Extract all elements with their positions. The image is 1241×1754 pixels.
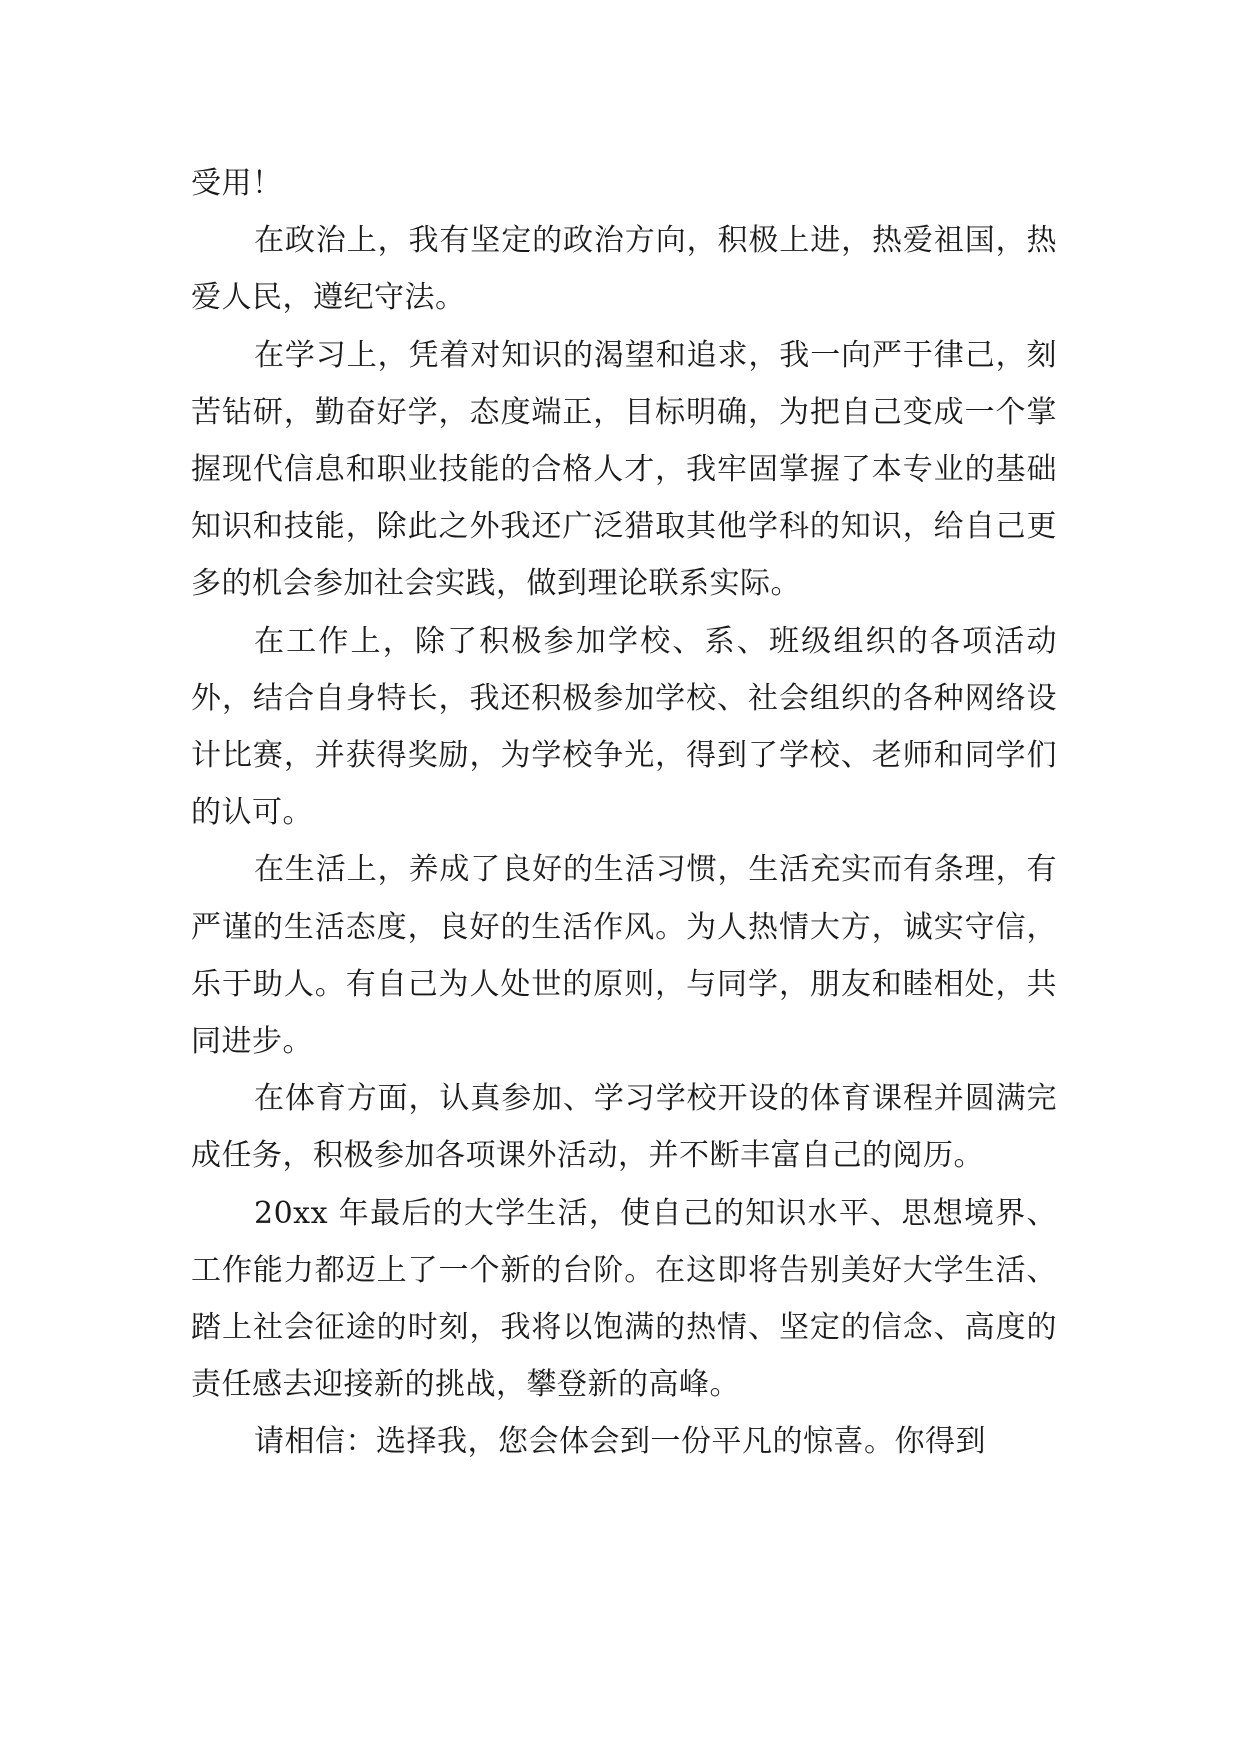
paragraph-life: 在生活上，养成了良好的生活习惯，生活充实而有条理，有严谨的生活态度，良好的生活作风。为人热情大方，诚实守信，乐于助人。有自己为人处世的原则，与同学，朋友和睦相处，共同进步。 xyxy=(191,852,1057,1060)
paragraph-work: 在工作上，除了积极参加学校、系、班级组织的各项活动外，结合自身特长，我还积极参加学校、社会组织的各种网络设计比赛，并获得奖励，为学校争光，得到了学校、老师和同学们的认可。 xyxy=(191,623,1057,831)
paragraph-politics: 在政治上，我有坚定的政治方向，积极上进，热爱祖国，热爱人民，遵纪守法。 xyxy=(191,223,1057,316)
paragraph-summary: 20xx 年最后的大学生活，使自己的知识水平、思想境界、工作能力都迈上了一个新的台阶。在这即将告别美好大学生活、踏上社会征途的时刻，我将以饱满的热情、坚定的信念、高度的责任感去迎接新的挑战，攀登新的高峰。 xyxy=(191,1195,1057,1403)
paragraph-study: 在学习上，凭着对知识的渴望和追求，我一向严于律己，刻苦钻研，勤奋好学，态度端正，目标明确，为把自己变成一个掌握现代信息和职业技能的合格人才，我牢固掌握了本专业的基础知识和技能，除此之外我还广泛猎取其他学科的知识，给自己更多的机会参加社会实践，做到理论联系实际。 xyxy=(191,337,1057,602)
paragraph-request: 请相信：选择我，您会体会到一份平凡的惊喜。你得到 xyxy=(254,1424,986,1460)
paragraph-closing-fragment: 受用！ xyxy=(191,166,283,201)
paragraph-sports: 在体育方面，认真参加、学习学校开设的体育课程并圆满完成任务，积极参加各项课外活动，并不断丰富自己的阅历。 xyxy=(191,1081,1057,1174)
document-body xyxy=(191,155,1057,1471)
